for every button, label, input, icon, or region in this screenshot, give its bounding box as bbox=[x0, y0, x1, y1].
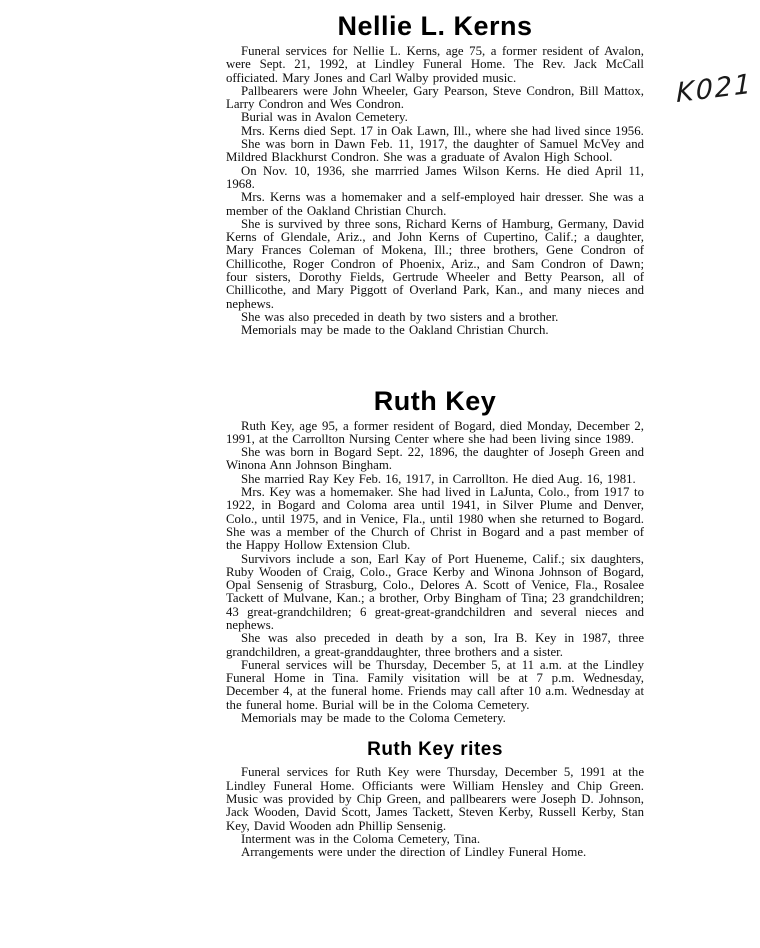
paragraph: Ruth Key, age 95, a former resident of Bogard, died Monday, December 2, 1991, at the Carrollton Nursing Center where she had been living since 1989. bbox=[226, 418, 644, 446]
paragraph: Pallbearers were John Wheeler, Gary Pearson, Steve Condron, Bill Mattox, Larry Condron and Wes Condron. bbox=[226, 83, 644, 112]
paragraph: She was born in Dawn Feb. 11, 1917, the daughter of Samuel McVey and Mildred Blackhurst Condron. She was a graduate of Avalon High School. bbox=[226, 137, 644, 165]
paragraph: Mrs. Kerns was a homemaker and a self-employed hair dresser. She was a member of the Oakland Christian Church. bbox=[226, 190, 644, 218]
paragraph: Arrangements were under the direction of Lindley Funeral Home. bbox=[241, 845, 587, 860]
obituary-column bbox=[226, 0, 644, 859]
paragraph: Mrs. Kerns died Sept. 17 in Oak Lawn, Ill., where she had lived since 1956. bbox=[241, 123, 644, 138]
paragraph: Funeral services for Nellie L. Kerns, age 75, a former resident of Avalon, were Sept. 21, 1992, at Lindley Funeral Home. The Rev. Jack McCall officiated. Mary Jones and Carl Walby provided music. bbox=[226, 44, 644, 85]
paragraph: She was also preceded in death by a son, Ira B. Key in 1987, three grandchildren, a great-granddaughter, three brothers and a sister. bbox=[226, 631, 644, 659]
paragraph: She was born in Bogard Sept. 22, 1896, the daughter of Joseph Green and Winona Ann Johnson Bingham. bbox=[226, 445, 644, 473]
paragraph: She is survived by three sons, Richard Kerns of Hamburg, Germany, David Kerns of Glendale, Ariz., and John Kerns of Cupertino, Calif.; a daughter, Mary Frances Coleman of Mokena, Ill.; three brothers, Gene Condron of Chillicothe, Roger Condron of Phoenix, Ariz., and Sam Condron of Dawn; four sisters, Dorothy Fields, Gertrude Wheeler and Betty Pearson, all of Chillicothe, and Mary Piggott of Overland Park, Kan., and many nieces and nephews. bbox=[226, 216, 644, 311]
paragraph: She was also preceded in death by two sisters and a brother. bbox=[241, 309, 559, 324]
paragraph: Interment was in the Coloma Cemetery, Tina. bbox=[241, 831, 481, 846]
obituary-nellie-kerns bbox=[226, 12, 644, 338]
obituary-title-ruth-key: Ruth Key bbox=[373, 385, 497, 416]
paragraph: Memorials may be made to the Oakland Christian Church. bbox=[241, 323, 549, 338]
paragraph: Memorials may be made to the Coloma Cemetery. bbox=[241, 711, 506, 726]
obituary-title-ruth-key-rites: Ruth Key rites bbox=[367, 739, 503, 761]
paragraph: Funeral services for Ruth Key were Thursday, December 5, 1991 at the Lindley Funeral Home. Officiants were William Hensley and Chip Green. Music was provided by Chip Green, and pallbearers were Joseph D. Johnson, Jack Wooden, David Scott, James Tackett, Steven Kerby, Russell Kerby, Stan Key, David Wooden adn Phillip Sensenig. bbox=[226, 765, 644, 833]
paragraph: On Nov. 10, 1936, she marrried James Wilson Kerns. He died April 11, 1968. bbox=[226, 163, 644, 191]
obituary-ruth-key bbox=[226, 387, 644, 726]
paragraph: Funeral services will be Thursday, December 5, at 11 a.m. at the Lindley Funeral Home in Tina. Family visitation will be at 7 p.m. Wednesday, December 4, at the funeral home. Friends may call after 10 a.m. Wednesday at the funeral home. Burial will be in the Coloma Cemetery. bbox=[226, 657, 644, 712]
paragraph: Survivors include a son, Earl Kay of Port Hueneme, Calif.; six daughters, Ruby Wooden of Craig, Colo., Grace Kerby and Winona Johnson of Bogard, Opal Sensenig of Strasburg, Colo., Delores A. Scott of Venice, Fla., Rosalee Tackett of Mulvane, Kan.; a brother, Orby Bingham of Tina; 23 grandchildren; 43 great-grandchildren; 6 great-great-grandchildren and several nieces and nephews. bbox=[226, 551, 644, 632]
paragraph: Mrs. Key was a homemaker. She had lived in LaJunta, Colo., from 1917 to 1922, in Bogard and Coloma area until 1941, in Silver Plume and Denver, Colo., until 1975, and in Venice, Fla., until 1980 when she returned to Bogard. She was a member of the Church of Christ in Bogard and a past member of the Happy Hollow Extension Club. bbox=[226, 485, 644, 553]
obituary-ruth-key-rites bbox=[226, 740, 644, 859]
paragraph: She married Ray Key Feb. 16, 1917, in Carrollton. He died Aug. 16, 1981. bbox=[241, 471, 636, 486]
handwritten-annotation: K021 bbox=[676, 68, 754, 110]
obituary-title-nellie-kerns: Nellie L. Kerns bbox=[337, 11, 533, 41]
paragraph: Burial was in Avalon Cemetery. bbox=[241, 110, 408, 125]
